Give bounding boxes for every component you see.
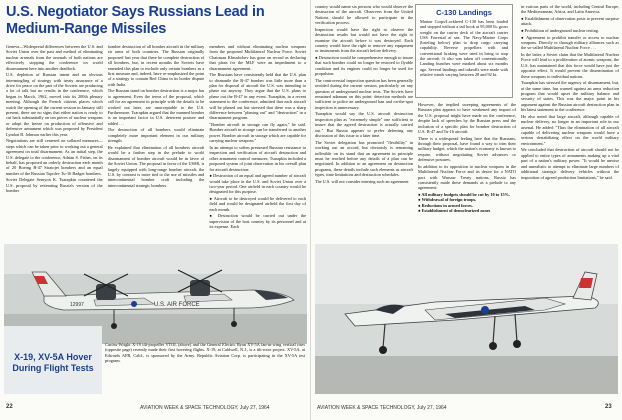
footer-left: AVIATION WEEK & SPACE TECHNOLOGY, July 27, 1964 [140,405,270,411]
paragraph: in various parts of the world, including Central Europe, the Mediterranean, Africa, and Latin America. [521,4,619,15]
left-article-columns [6,44,306,240]
paragraph: ● Aircraft to be destroyed would be delivered to each field and would be designated airfield the first day of each month. [209,195,307,212]
paragraph: Negotiations are still centered on sollared measures—steps which can be taken prior to working out a general agreement on total disarmament. As an initial step, the U.S. delegate to the conference, Adrian S. Fisher, on its behalf, has proposed an orderly destruction each month of 20 Boeing B-47 Stratojet bombers and an equal number of the Russian Tupolev Tu-16 Badger bombers. [6,138,103,176]
list-item: ● Establishment of denuclearized zones [418,208,491,214]
paragraph: ● Destruction would be carried out under the supervision of the host country by its personnel and at its expense. Each [209,213,307,230]
paragraph: The controversial inspection question has been generally avoided during the current session, particularly on any question of underground nuclear tests. The Soviets have remained adamant on this point: detection methods are sufficient to police an underground ban and on-the-spot inspection is unnecessary. [315,77,413,110]
paragraph: The U.S. will not consider entering such an agreement [315,178,409,184]
paragraph: Tsarapkin would say the U.S. aircraft destruction inspection plan as "extremely simple" one sufficient to insure that the agreed destruction is actually carried out." But Russia appears to prefer deferring any discussion of this issue to a later time. [315,111,413,139]
photo-caption: Curtiss-Wright X-19 tilt-propeller VTOL (above) and the General Electric Ryan XV-5A fan-in-wing vertical rises (opposite page) recently made their first hovering flights. X-19, at Caldwell, N.J., is a tilt-rotor project. XV-5A, at Edwards AFB, Calif., is sponsored by the Army. Republic Aviation Corp. is participating in the XV-5A test program. [105,342,305,363]
paragraph: Tsarapkin has stressed the urgency of disarmament, but, at the same time, has warned against an arms reduction program that would upset the military balance and security of states. This was the major point in his argument against the Russian aircraft destruction plan in his latest statement to the conference. [521,80,619,113]
sidebar-title: C-130 Landings [436,8,492,17]
paragraph: U.S. depletion of Russian intent and an obvious intermingling of strategy with treaty assurance of a drive for peace on the part of the Soviets are producing a lot of talk but no results in the conference, which began in March, 1962, moved into its 200th plenary meeting. Although the French citizens places which watch the opening of the current session in January still present, there are no signs that either nation is ready to cut back substantially on ten pieces of nuclear weapons or adopt the freeze on production of offensive and defensive armament which was proposed by President Lyndon B. Johnson earlier this year. [6,72,103,137]
paragraph: The Russians have consistently held that the U.S. plan to dismantle the B-47 bomber was little more than a plan for disposal of aircraft the U.S. was intending to phase out anyway. They argue that the U.S. plans to phase out the B-47 in any event. Tsarapkin, in a recent statement to the conference, admitted that each aircraft will be phased out but stressed that there was a sharp difference between "phasing out" and "destruction" in a disarmament program. [209,72,307,121]
right-page [311,0,622,420]
paragraph: Inspection would have the right to observe the destruction results but would not have the right to examine the aircraft before it was destroyed. Each country would have the right to remove any equipment or instruments from the aircraft before delivery. [315,26,413,54]
c130-sidebar [415,4,513,98]
paragraph: There is a widespread feeling here that the Russians, through their proposal, have found a way to trim their military budget, which the nation's economy is known to require, without negotiating Soviet advances or defensive postures. [418,135,516,163]
paragraph: country would name six persons who would observe the destruction of the aircraft. Observers from the United Nations should be allowed to participate in the verification process. [315,4,413,26]
paragraph: The Soviet delegation has promoted "flexibility" in working out an accord, but obviously is remaining inflexible on its stand that an agreement in principle must be reached before any details of a plan can be negotiated. In addition to an agreement on destruction programs, these details include such elements as aircraft types, time limitations and destruction schedules. [315,139,413,178]
paragraph: He explained that elimination of all bombers aircraft would be a further step in the prelude to world disarmament of bomber aircraft would be in favor of the Soviet Union. The proposal in favor of the USSR, is largely equipped with long-range bomber aircraft, the U.S. by contrast is more tied to the use of missiles and intercontinental bomber craft including the intercontinental strategic bombers. [107,144,205,188]
left-column-3 [209,44,306,240]
xv5a-aircraft-photo [315,244,618,394]
photo-title: X-19, XV-5A Hover During Flight Tests [12,352,94,373]
paragraph: The destruction of all bombers would eliminate completely more important element in our military strength. [107,127,205,144]
paragraph: ● Establishment of observation posts to prevent surprise attack. [521,16,619,27]
right-column-3 [521,4,619,240]
paragraph: ● Destruction of an equal and agreed number of aircraft would take place in the U.S. and Soviet Union over a two-year period. One airfield in each country would be designated for this purpose. [209,173,307,195]
paragraph: ● Prohibition of underground nuclear testing. [521,28,599,33]
paragraph: We concluded that destruction of aircraft should not be applied to entire types of armaments making up a vital part of a nation's military power. "It would be unwise and unrealistic to attempt to eliminate large numbers of additional strategic delivery vehicles without the imposition of agreed production limitations," he said. [521,147,619,180]
left-column-1 [6,44,103,240]
list-item: ● All military budgets should be cut by 10 to 15%. [418,192,511,198]
paragraph: In the latter, a Soviet claim that the Multilateral Nuclear Force will lead to a proliferation of atomic weapons, the U.S. has maintained that this force would have just the opposite effect. It would prevent the dissemination of these weapons to individual nations. [521,52,619,79]
paragraph: Geneva—Widespread differences between the U.S. and Soviet Union over the past and method of eliminating nuclear arsenals from the arsenals of both nations are effectively stopping the conference on world disarmament here into another deadlock. [6,44,103,71]
xv5a-aircraft-image [315,244,618,394]
tail-number: 12997 [70,302,84,308]
page-number-right: 23 [605,404,612,410]
paragraph: "Bomber aircraft in storage can fly again," he said. Bomber aircraft in storage can be transferred to another power. Bomber aircraft in storage which are capable for carrying nuclear weapons." [209,122,307,144]
list-item: ● Withdrawal of foreign troops. [418,197,477,203]
right-column-1 [315,4,413,240]
sidebar-body: Marine Corps/Lockheed C-130 has been loaded and stopped without a tail hook at 95,000 lb. gross weight on the carrier deck of the aircraft carrier USS Forrestal at sea. The Navy/Marine Corps (briefing below) plan to drop cargo carrying capability. Reverse propellers with and conventional braking were used in bring to stop the aircraft. It also was taken off conventionally. Landing bunches were marked about six months ago. Several landings and takeoffs were made with relative winds varying between 28 and 92 kt. [420,19,508,77]
left-column-2 [108,44,205,240]
paragraph: ● Agreement to prohibit transfer or access to nuclear weapons. Directly or through military alliances such as the so-called Multilateral Nuclear Force . . . [521,34,619,51]
paragraph: However, the implied sweeping agreements of the Russian plan appears to have weakened any impact of the U.S. proposal might have made on the conference, despite lack of speeches by the Russian press and the inclusion of a specific plan for bomber destruction of U.S. B-47 and Tu-16 aircraft. [418,102,516,135]
paragraph: bomber destruction of all bomber aircraft in the military air arms of both countries. The Russian originally proposed last year that there be complete destruction of all bombers, but, in recent months the Soviets have amended this plan to exclude only certain bombers as a first measure and, indeed, have re-emphasized the point of a strategy to contain Red China in its border dispute with India. [107,44,205,87]
paragraph: members and without eliminating nuclear weapons from the proposed Multilateral Nuclear Force. Soviet Chairman Khrushchev has gone on record as declaring that plans for the MLF were an impediment to a disarmament agreement. [209,44,307,71]
paragraph: Soviet Delegate Semyon K. Tsarapkin countered the U.S. proposal by reiterating Russia's version of the bomber [6,177,103,194]
paragraph: ● Destruction would be comprehensive enough to insure that such bomber could no longer be restored to flyable condition and its engines could no longer be used for propulsion. [315,55,413,77]
article-headline: U.S. Negotiator Says Russians Lead in Medium-Range Missiles [6,4,265,37]
paragraph: In addition to its opposition to nuclear weapons in the Multilateral Nuclear Force and its desire for a NATO pact with Warsaw Treaty nations, Russia has consistently made these demands as a prelude to any agreement: [418,163,516,191]
page-number-left: 22 [6,404,13,410]
list-item: ● Reductions in armed forces. [418,202,473,208]
aircraft-marking: U.S. AIR FORCE [154,302,200,308]
demands-list [418,192,516,214]
paragraph: He also noted that large aircraft, although capable of nuclear delivery, no longer in an important role in our arsenal. He added: "Thus the elimination of all aircraft capable of delivering nuclear weapons would have a serious destabilizing effect on the world military environment." [521,113,619,146]
paragraph: The Russian stand on bomber destruction is a major bar to agreement. Even the terms of the proposal, which call for an agreement in principle with the details to be worked out later, are unacceptable to the U.S. Furthermore, Tsarapkin argued that the manned bomber is an important factor in U.S. deterrent posture and added . . . [107,88,205,126]
footer-right: AVIATION WEEK & SPACE TECHNOLOGY, July 27, 1964 [317,405,447,411]
paragraph: In an attempt to soften presumed Russian resistance to inspection and verification of aircraft destruction and other armament control measures, Tsarapkin included a proposed system of joint observation in his overall plan for aircraft destruction: [209,144,307,172]
